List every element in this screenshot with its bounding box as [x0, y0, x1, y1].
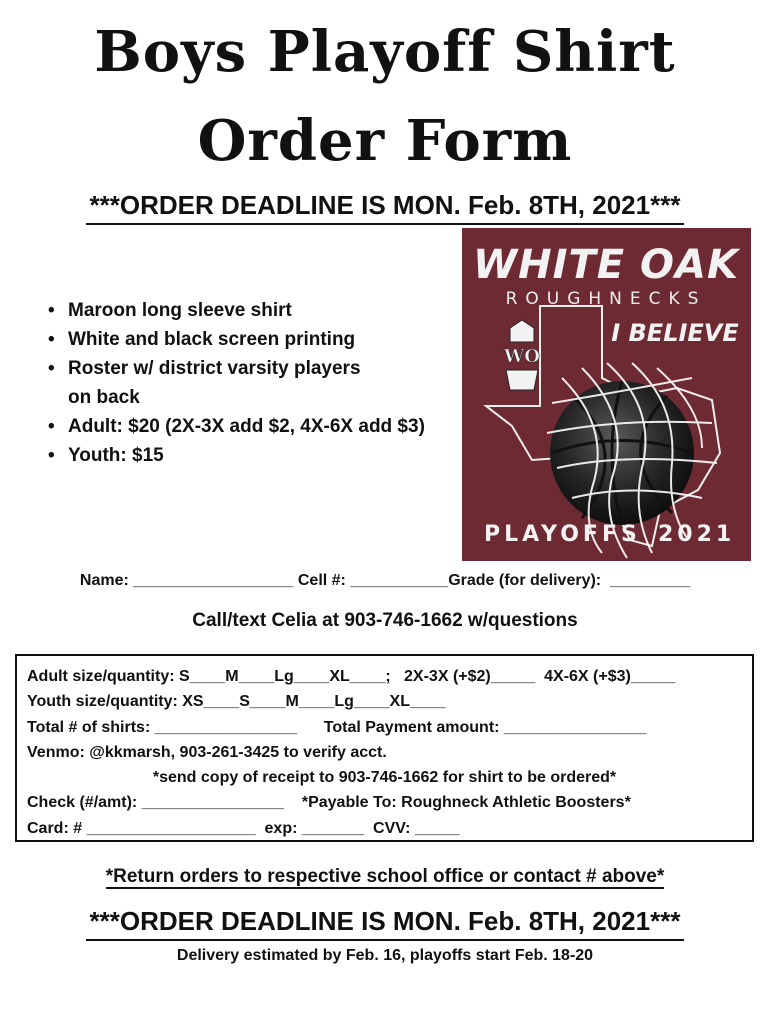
receipt-note: *send copy of receipt to 903-746-1662 for shirt to be ordered*	[152, 769, 617, 787]
totals-line: Total # of shirts: ________________ Total Payment amount: ________________	[27, 718, 647, 736]
adult-size-line: Adult size/quantity: S____M____Lg____XL____; 2X-3X (+$2)_____ 4X-6X (+$3)_____	[27, 668, 676, 685]
order-details-box	[15, 654, 754, 842]
contact-info-line: Name: __________________ Cell #: ___________Grade (for delivery): _________	[79, 572, 691, 589]
list-item: • Adult: $20 (2X-3X add $2, 4X-6X add $3)	[48, 416, 425, 437]
youth-size-line: Youth size/quantity: XS____S____M____Lg____XL____	[27, 693, 446, 711]
list-item-continuation: on back	[68, 387, 140, 408]
year-label: 2021	[658, 522, 736, 547]
slogan: I BELIEVE	[611, 319, 739, 347]
form-title-line-1: Boys Playoff Shirt	[94, 19, 676, 85]
deadline-text: ***ORDER DEADLINE IS MON. Feb. 8TH, 2021***	[86, 190, 685, 225]
deadline-banner-top	[0, 190, 770, 225]
list-item: • Roster w/ district varsity players	[48, 358, 361, 379]
playoffs-label: PLAYOFFS	[484, 522, 641, 547]
deadline-banner-bottom	[0, 906, 770, 941]
list-item: • Youth: $15	[48, 445, 164, 466]
form-title-line-2: Order Form	[197, 108, 573, 174]
shirt-details-list	[48, 296, 425, 470]
list-item: • White and black screen printing	[48, 329, 356, 350]
svg-text:WO: WO	[504, 346, 540, 367]
check-line: Check (#/amt): ________________ *Payable To: Roughneck Athletic Boosters*	[27, 794, 631, 812]
call-text-line: Call/text Celia at 903-746-1662 w/questions	[192, 610, 578, 631]
venmo-line: Venmo: @kkmarsh, 903-261-3425 to verify acct.	[27, 743, 387, 761]
return-orders-text: *Return orders to respective school office or contact # above*	[105, 866, 665, 887]
deadline-text: ***ORDER DEADLINE IS MON. Feb. 8TH, 2021***	[86, 906, 685, 941]
team-name: ROUGHNECKS	[505, 289, 707, 309]
list-item: • Maroon long sleeve shirt	[48, 300, 292, 321]
return-orders-line	[0, 866, 770, 888]
shirt-design-image	[462, 228, 751, 561]
card-line: Card: # ___________________ exp: _______ CVV: _____	[27, 819, 460, 837]
delivery-estimate-line: Delivery estimated by Feb. 16, playoffs start Feb. 18-20	[176, 947, 594, 964]
school-name: WHITE OAK	[473, 242, 739, 288]
